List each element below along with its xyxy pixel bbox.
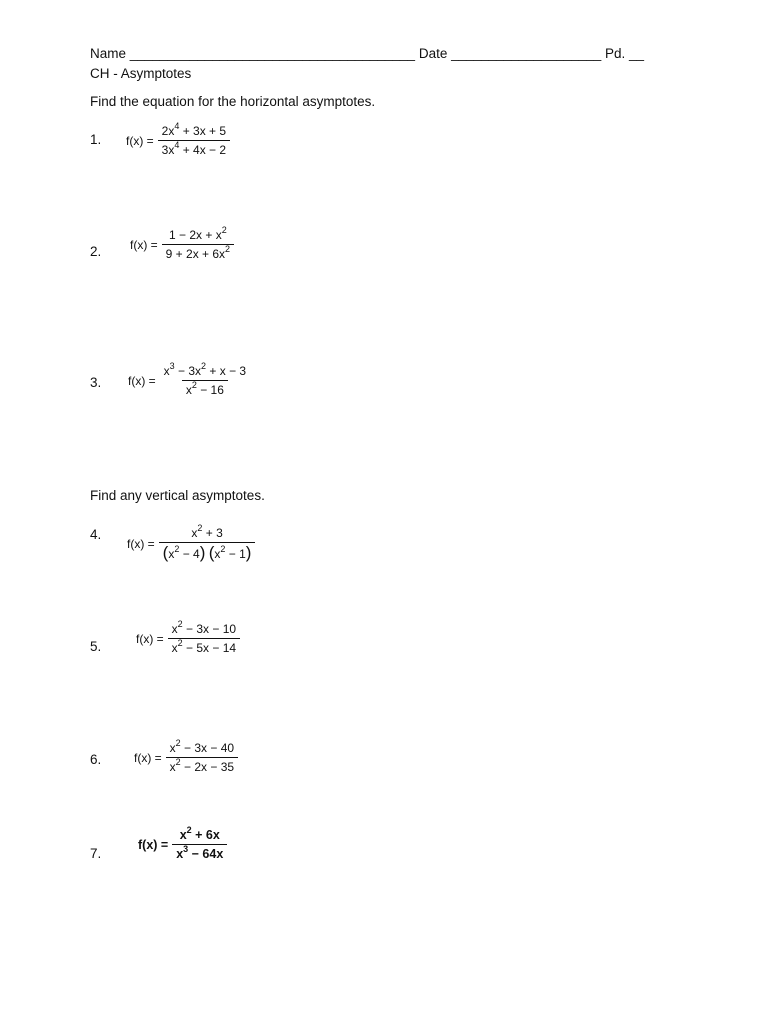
problem-7-number: 7. [90, 846, 102, 861]
function-label: f(x) = [136, 631, 164, 646]
problem-2-expression [130, 225, 234, 261]
worksheet-title: CH - Asymptotes [90, 66, 192, 81]
numerator: $x^2 + 3$ [191, 523, 223, 540]
denominator: $x^3 - 64x$ [172, 844, 227, 861]
denominator: $9 + 2x + 6x^2$ [162, 244, 234, 261]
numerator: $1 - 2x + x^2$ [169, 225, 227, 242]
problem-6-number: 6. [90, 752, 102, 767]
horizontal-asymptote-instruction: Find the equation for the horizontal asymptotes. [90, 94, 376, 109]
problem-6-expression [134, 738, 238, 774]
fraction [158, 121, 230, 157]
fraction [168, 619, 240, 655]
problem-5-number: 5. [90, 639, 102, 654]
problem-1-expression [126, 121, 230, 157]
problem-4-number: 4. [90, 527, 102, 542]
denominator: $3x^4 + 4x - 2$ [158, 140, 230, 157]
denominator: $x^2 - 16$ [182, 380, 228, 397]
denominator: $x^2 - 2x - 35$ [166, 757, 238, 774]
problem-4-expression [127, 523, 255, 562]
numerator: $x^2 - 3x - 10$ [171, 619, 237, 636]
numerator: $x^3 - 3x^2 + x - 3$ [163, 361, 247, 378]
numerator: $x^2 - 3x - 40$ [169, 738, 235, 755]
fraction [172, 825, 227, 861]
problem-3-expression [128, 361, 250, 397]
fraction [160, 361, 250, 397]
function-label: f(x) = [134, 750, 162, 765]
problem-2-number: 2. [90, 244, 102, 259]
problem-7-expression [138, 825, 227, 861]
function-label: f(x) = [126, 133, 154, 148]
problem-3-number: 3. [90, 375, 102, 390]
fraction [166, 738, 238, 774]
problem-1-number: 1. [90, 132, 102, 147]
numerator: $x^2 + 6x$ [179, 825, 220, 842]
numerator: $2x^4 + 3x + 5$ [161, 121, 227, 138]
problem-5-expression [136, 619, 240, 655]
function-label: f(x) = [130, 237, 158, 252]
function-label: f(x) = [127, 536, 155, 551]
denominator: $(x^2 - 4) (x^2 - 1)$ [159, 542, 256, 561]
fraction [159, 523, 256, 562]
function-label: f(x) = [128, 373, 156, 388]
vertical-asymptote-instruction: Find any vertical asymptotes. [90, 488, 265, 503]
name-date-period-line: Name ______________________________________ Date ____________________ Pd. __ [90, 46, 645, 61]
denominator: $x^2 - 5x - 14$ [168, 638, 240, 655]
fraction [162, 225, 234, 261]
function-label: f(x) = [138, 837, 169, 852]
